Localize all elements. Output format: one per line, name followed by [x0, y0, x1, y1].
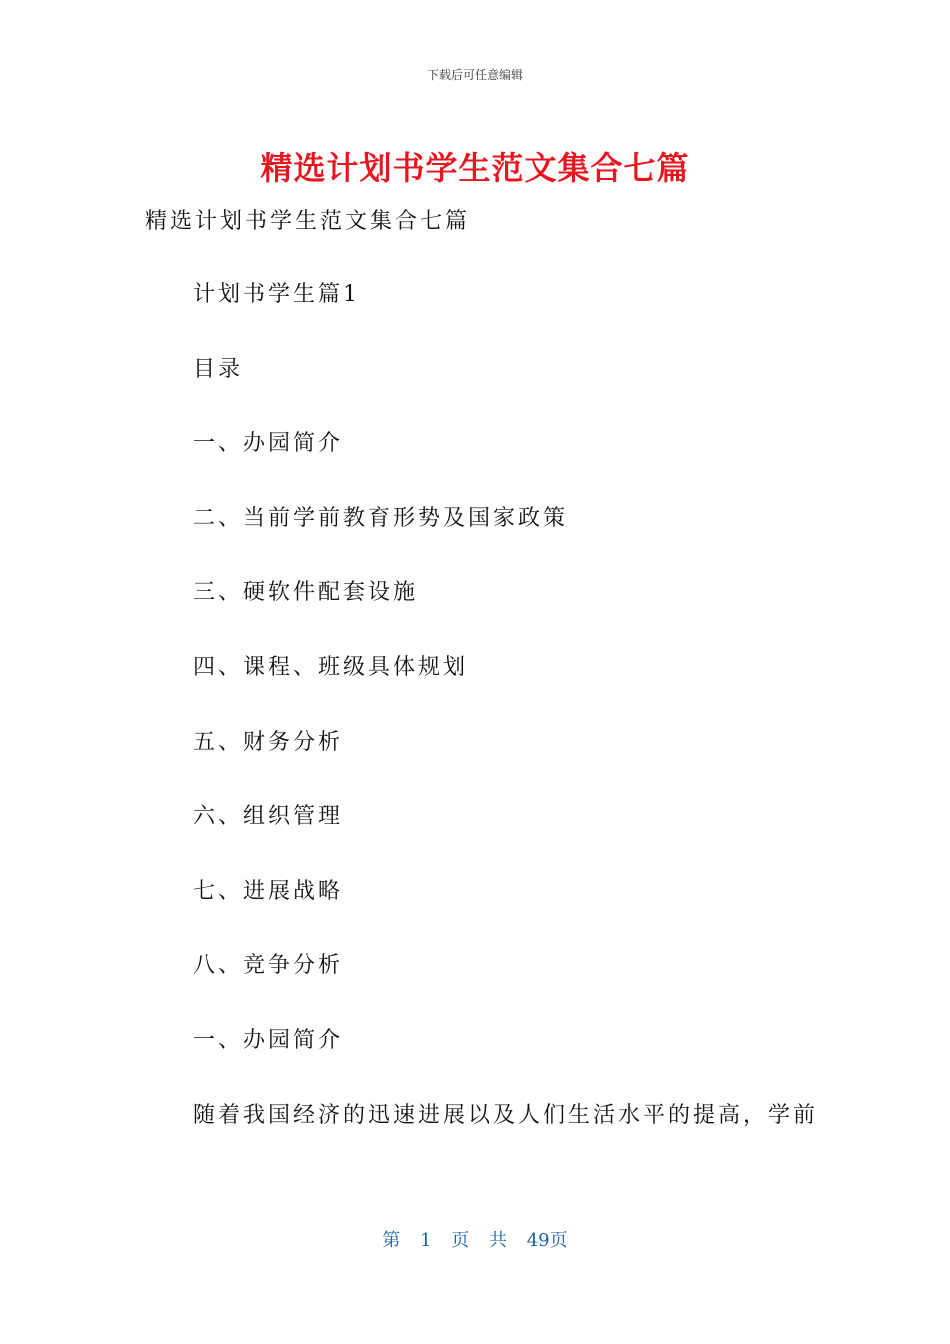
- document-body: [193, 280, 818, 1175]
- footer-total-pages: 49页: [526, 1230, 568, 1251]
- footer-label-gong: 共: [489, 1230, 507, 1251]
- paragraph-text: 随着我国经济的迅速进展以及人们生活水平的提高，学前: [193, 1102, 819, 1128]
- toc-item: 六、组织管理: [193, 804, 344, 830]
- section-heading: 一、办园简介: [193, 1027, 344, 1053]
- document-title: 精选计划书学生范文集合七篇: [260, 149, 690, 187]
- header-note: 下载后可任意编辑: [426, 68, 523, 82]
- toc-item: 七、进展战略: [193, 878, 344, 904]
- document-subtitle: 精选计划书学生范文集合七篇: [145, 209, 471, 234]
- toc-item: 八、竞争分析: [193, 953, 344, 979]
- page-footer: [0, 1226, 950, 1252]
- footer-label-di: 第: [382, 1230, 401, 1251]
- footer-label-ye: 页: [451, 1230, 470, 1251]
- toc-item: 二、当前学前教育形势及国家政策: [193, 505, 569, 531]
- toc-item: 四、课程、班级具体规划: [193, 654, 469, 680]
- toc-item: 三、硬软件配套设施: [193, 580, 419, 606]
- toc-item: 五、财务分析: [193, 729, 344, 755]
- toc-item: 一、办园简介: [193, 431, 344, 457]
- section-heading: 计划书学生篇1: [193, 282, 360, 307]
- footer-page-number: 1: [420, 1230, 432, 1251]
- toc-heading: 目录: [193, 356, 244, 382]
